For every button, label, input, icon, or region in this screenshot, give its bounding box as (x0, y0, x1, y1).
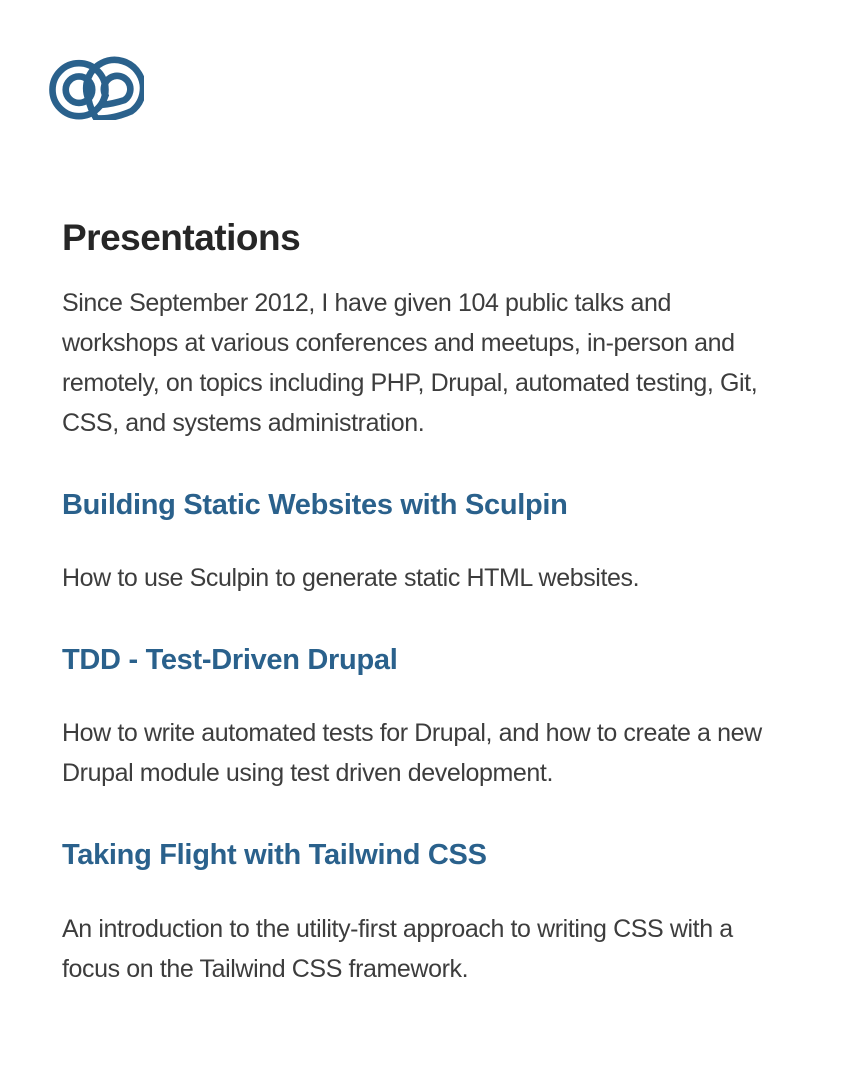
page-title: Presentations (62, 217, 301, 258)
presentation-item (62, 839, 793, 988)
presentation-description: How to write automated tests for Drupal, and how to create a new Drupal module using test driven development. (62, 719, 762, 788)
presentation-link-sculpin[interactable]: Building Static Websites with Sculpin (62, 488, 568, 521)
presentation-title (62, 489, 793, 522)
presentation-title (62, 644, 793, 677)
site-logo-link[interactable] (48, 50, 144, 120)
presentation-item (62, 644, 793, 793)
presentation-item (62, 489, 793, 598)
presentation-description: An introduction to the utility-first approach to writing CSS with a focus on the Tailwind CSS framework. (62, 914, 733, 983)
od-rings-logo-icon (48, 50, 144, 120)
presentation-title (62, 839, 793, 872)
presentation-link-tdd-drupal[interactable]: TDD - Test-Driven Drupal (62, 644, 398, 677)
main-content (62, 218, 793, 989)
intro-paragraph: Since September 2012, I have given 104 public talks and workshops at various conferences and meetups, in-person and remotely, on topics including PHP, Drupal, automated testing, Git, CSS, and systems administration. (62, 288, 758, 437)
presentation-link-tailwind[interactable]: Taking Flight with Tailwind CSS (62, 839, 487, 872)
presentation-description: How to use Sculpin to generate static HTML websites. (62, 564, 640, 593)
